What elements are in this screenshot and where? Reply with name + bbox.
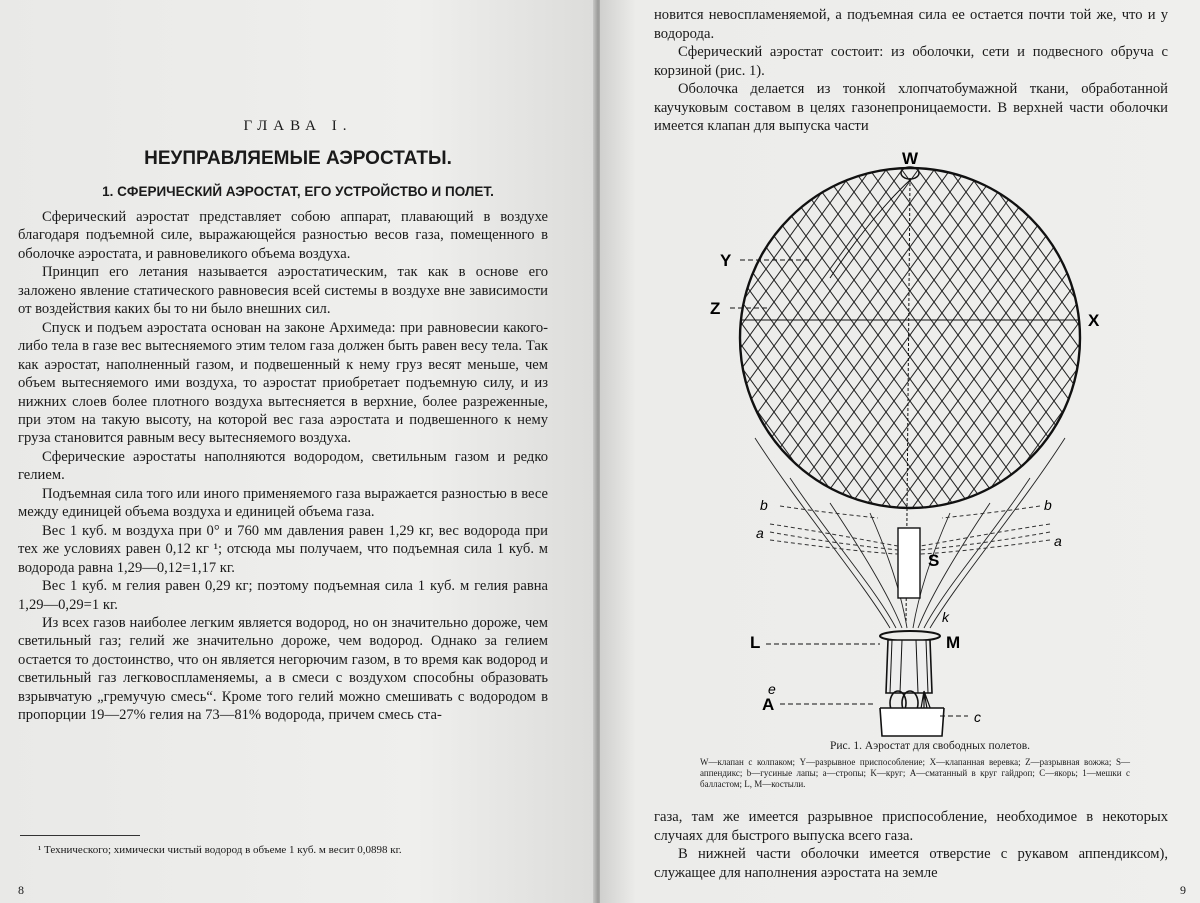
figure-legend: W—клапан с колпаком; Y—разрывное приспособление; X—клапанная веревка; Z—разрывная вожжа; S—аппендикс; b—гусиные лапы; a—стропы; K—круг; A—сматанный в круг гайдроп; C—якорь; 1—мешки с балластом; L, M—костыли.	[700, 757, 1130, 789]
paragraph: Принцип его летания называется аэростатическим, так как в основе его заложено явление статического равновесия всей системы в воздухе вне зависимости от воздействия каких бы то ни было внешних сил.	[18, 264, 548, 318]
label-a-right: a	[1054, 533, 1062, 549]
balloon-figure	[710, 148, 1110, 738]
paragraph: Спуск и подъем аэростата основан на законе Архимеда: при равновесии какого-либо тела в газе вес вытесняемого этим телом газа должен быть равен весу тела. Так как аэростат, наполненный газом, и подвешенный к нему груз весят меньше, чем объем вытесняемого ими воздуха, то аэростат приобретает подъемную силу, и из нижних слоев более плотного воздуха вытесняется в верхние, более разреженные, при этом на такую высоту, на которой вес газа аэростата и подвешенного к нему груза становится равным весу вытесняемого воздуха.	[18, 319, 548, 447]
appendix	[898, 528, 920, 598]
right-body-text-bottom	[654, 808, 1168, 882]
label-c: c	[974, 709, 981, 725]
label-b-left: b	[760, 497, 768, 513]
paragraph: Оболочка делается из тонкой хлопчатобумажной ткани, обработанной каучуковым составом в целях газонепроницаемости. В верхней части оболочки имеется клапан для выпуска части	[654, 81, 1168, 134]
footnote	[20, 843, 540, 857]
footnote-text: ¹ Технического; химически чистый водород в объеме 1 куб. м весит 0,0898 кг.	[38, 844, 402, 856]
label-s: S	[928, 551, 940, 570]
balloon-diagram	[710, 148, 1110, 738]
label-e: e	[768, 681, 776, 697]
paragraph: Сферические аэростаты наполняются водородом, светильным газом и редко гелием.	[18, 448, 548, 484]
footnote-divider	[20, 835, 140, 836]
paragraph: Сферический аэростат состоит: из оболочки, сети и подвесного обруча с корзиной (рис. 1).	[654, 44, 1168, 79]
left-page	[0, 0, 596, 903]
label-w: W	[902, 149, 919, 168]
label-m: M	[946, 633, 961, 652]
basket	[880, 708, 944, 736]
paragraph: В нижней части оболочки имеется отверстие с рукавом аппендиксом), служащее для наполнения аэростата на земле	[654, 846, 1168, 881]
paragraph: Сферический аэростат представляет собою аппарат, плавающий в воздухе благодаря подъемной силе, выражающейся разностью весов газа, помещенного в оболочке аэростата, и равновеликого объема воздуха.	[18, 209, 548, 262]
paragraph: газа, там же имеется разрывное приспособление, необходимое в некоторых случаях для быстрого выпуска всего газа.	[654, 809, 1168, 844]
paragraph: новится невоспламеняемой, а подъемная сила ее остается почти той же, что и у водорода.	[654, 7, 1168, 42]
paragraph: Из всех газов наиболее легким является водород, но он значительно дороже, чем светильный газ; гелий же значительно дороже, чем водород. Однако за гелием остается то достоинство, что он является негорючим газом, в то время как водород и светильный газ легковоспламеняемы, а в смеси с воздухом способны образовать взрывчатую „гремучую смесь“. Кроме того гелий можно смешивать с водородом в пропорции 19—27% гелия на 73—81% водорода, причем смесь ста-	[18, 614, 548, 724]
label-y: Y	[720, 251, 732, 270]
label-k: k	[942, 609, 949, 625]
label-l: L	[750, 633, 761, 652]
figure-caption: Рис. 1. Аэростат для свободных полетов.	[829, 740, 1031, 752]
label-z: Z	[710, 299, 721, 318]
paragraph: Подъемная сила того или иного применяемого газа выражается разностью в весе между единицей объема воздуха и единицей объема газа.	[18, 485, 548, 521]
label-b-right: b	[1044, 497, 1052, 513]
section-heading: 1. СФЕРИЧЕСКИЙ АЭРОСТАТ, ЕГО УСТРОЙСТВО И ПОЛЕТ.	[102, 184, 494, 199]
page-number-left: 8	[18, 883, 24, 897]
paragraph: Вес 1 куб. м воздуха при 0° и 760 мм давления равен 1,29 кг, вес водорода при тех же условиях равен 0,12 кг ¹; отсюда мы получаем, что подъемная сила 1 куб. м водорода равна 1,29—0,12=1,17 кг.	[18, 522, 548, 576]
chapter-heading: ГЛАВА I.	[243, 118, 353, 134]
left-body-text	[18, 208, 548, 725]
paragraph: Вес 1 куб. м гелия равен 0,29 кг; поэтому подъемная сила 1 куб. м гелия равна 1,29—0,29=1 кг.	[18, 578, 548, 613]
chapter-title: НЕУПРАВЛЯЕМЫЕ АЭРОСТАТЫ.	[144, 148, 452, 169]
right-body-text-top	[654, 6, 1168, 136]
page-number-right: 9	[1180, 883, 1186, 897]
label-a-left: a	[756, 525, 764, 541]
label-a-capital: A	[762, 695, 775, 714]
basket-suspension	[886, 640, 932, 693]
label-x: X	[1088, 311, 1100, 330]
right-page	[600, 0, 1200, 903]
